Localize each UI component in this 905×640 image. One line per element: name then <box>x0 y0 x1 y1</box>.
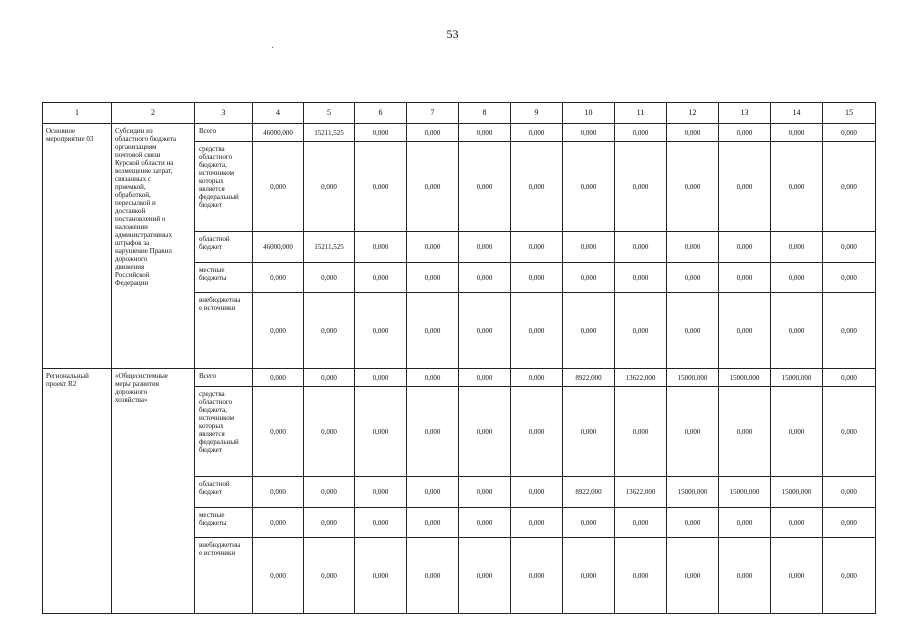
column-header-6: 6 <box>355 103 407 124</box>
value-cell-col-7: 0,000 <box>407 387 459 477</box>
column-header-5: 5 <box>304 103 355 124</box>
funding-source: внебюджетны е источники <box>195 538 253 614</box>
value-cell-col-4: 0,000 <box>253 263 304 293</box>
value-cell-col-10: 0,000 <box>563 124 615 142</box>
funding-source: Всего <box>195 369 253 387</box>
value-cell-col-7: 0,000 <box>407 142 459 232</box>
value-cell-col-5: 0,000 <box>304 508 355 538</box>
value-cell-col-14: 0,000 <box>771 387 823 477</box>
value-cell-col-9: 0,000 <box>511 477 563 508</box>
value-cell-col-12: 0,000 <box>667 232 719 263</box>
column-header-10: 10 <box>563 103 615 124</box>
value-cell-col-4: 46000,000 <box>253 124 304 142</box>
value-cell-col-12: 0,000 <box>667 508 719 538</box>
value-cell-col-6: 0,000 <box>355 232 407 263</box>
value-cell-col-9: 0,000 <box>511 293 563 369</box>
value-cell-col-8: 0,000 <box>459 508 511 538</box>
column-header-13: 13 <box>719 103 771 124</box>
value-cell-col-14: 0,000 <box>771 142 823 232</box>
value-cell-col-4: 0,000 <box>253 369 304 387</box>
funding-source: областной бюджет <box>195 477 253 508</box>
value-cell-col-7: 0,000 <box>407 369 459 387</box>
value-cell-col-5: 0,000 <box>304 538 355 614</box>
value-cell-col-15: 0,000 <box>823 142 876 232</box>
value-cell-col-11: 13622,000 <box>615 477 667 508</box>
funding-source: средства областного бюджета, источником которых является федеральный бюджет <box>195 142 253 232</box>
funding-source: Всего <box>195 124 253 142</box>
value-cell-col-8: 0,000 <box>459 263 511 293</box>
value-cell-col-6: 0,000 <box>355 387 407 477</box>
value-cell-col-12: 0,000 <box>667 538 719 614</box>
value-cell-col-15: 0,000 <box>823 124 876 142</box>
value-cell-col-14: 15000,000 <box>771 369 823 387</box>
column-header-15: 15 <box>823 103 876 124</box>
value-cell-col-15: 0,000 <box>823 232 876 263</box>
column-header-8: 8 <box>459 103 511 124</box>
value-cell-col-6: 0,000 <box>355 477 407 508</box>
value-cell-col-14: 0,000 <box>771 232 823 263</box>
value-cell-col-5: 0,000 <box>304 263 355 293</box>
value-cell-col-14: 0,000 <box>771 263 823 293</box>
page-number: 53 <box>446 27 459 41</box>
value-cell-col-6: 0,000 <box>355 369 407 387</box>
value-cell-col-6: 0,000 <box>355 538 407 614</box>
value-cell-col-9: 0,000 <box>511 387 563 477</box>
column-header-2: 2 <box>112 103 195 124</box>
value-cell-col-4: 0,000 <box>253 508 304 538</box>
value-cell-col-14: 15000,000 <box>771 477 823 508</box>
value-cell-col-10: 0,000 <box>563 142 615 232</box>
value-cell-col-8: 0,000 <box>459 124 511 142</box>
value-cell-col-8: 0,000 <box>459 293 511 369</box>
value-cell-col-13: 0,000 <box>719 142 771 232</box>
value-cell-col-11: 0,000 <box>615 124 667 142</box>
value-cell-col-4: 46000,000 <box>253 232 304 263</box>
value-cell-col-8: 0,000 <box>459 538 511 614</box>
value-cell-col-7: 0,000 <box>407 263 459 293</box>
value-cell-col-11: 0,000 <box>615 232 667 263</box>
value-cell-col-15: 0,000 <box>823 538 876 614</box>
value-cell-col-5: 0,000 <box>304 477 355 508</box>
value-cell-col-15: 0,000 <box>823 477 876 508</box>
funding-source: местные бюджеты <box>195 263 253 293</box>
value-cell-col-12: 0,000 <box>667 142 719 232</box>
measure-name: Региональный проект R2 <box>43 369 112 614</box>
funding-source: средства областного бюджета, источником которых является федеральный бюджет <box>195 387 253 477</box>
value-cell-col-15: 0,000 <box>823 263 876 293</box>
value-cell-col-14: 0,000 <box>771 538 823 614</box>
column-header-9: 9 <box>511 103 563 124</box>
value-cell-col-7: 0,000 <box>407 293 459 369</box>
value-cell-col-5: 0,000 <box>304 369 355 387</box>
value-cell-col-11: 0,000 <box>615 293 667 369</box>
value-cell-col-10: 0,000 <box>563 508 615 538</box>
measure-description: «Общесистемные меры развития дорожного хозяйства» <box>112 369 195 614</box>
column-header-11: 11 <box>615 103 667 124</box>
value-cell-col-8: 0,000 <box>459 369 511 387</box>
value-cell-col-8: 0,000 <box>459 387 511 477</box>
value-cell-col-12: 15000,000 <box>667 477 719 508</box>
value-cell-col-7: 0,000 <box>407 508 459 538</box>
value-cell-col-14: 0,000 <box>771 508 823 538</box>
value-cell-col-7: 0,000 <box>407 232 459 263</box>
value-cell-col-7: 0,000 <box>407 124 459 142</box>
value-cell-col-10: 0,000 <box>563 293 615 369</box>
value-cell-col-9: 0,000 <box>511 263 563 293</box>
value-cell-col-4: 0,000 <box>253 477 304 508</box>
value-cell-col-9: 0,000 <box>511 232 563 263</box>
measure-name: Основное мероприятие 03 <box>43 124 112 369</box>
value-cell-col-13: 0,000 <box>719 508 771 538</box>
value-cell-col-13: 0,000 <box>719 293 771 369</box>
value-cell-col-11: 0,000 <box>615 538 667 614</box>
funding-source: внебюджетны е источники <box>195 293 253 369</box>
table-row <box>43 369 876 387</box>
value-cell-col-13: 0,000 <box>719 263 771 293</box>
value-cell-col-4: 0,000 <box>253 538 304 614</box>
value-cell-col-10: 8922,000 <box>563 477 615 508</box>
value-cell-col-9: 0,000 <box>511 538 563 614</box>
scan-speck <box>272 47 273 48</box>
column-header-7: 7 <box>407 103 459 124</box>
value-cell-col-13: 0,000 <box>719 232 771 263</box>
value-cell-col-13: 0,000 <box>719 538 771 614</box>
table-body <box>43 124 876 614</box>
value-cell-col-8: 0,000 <box>459 142 511 232</box>
value-cell-col-10: 8922,000 <box>563 369 615 387</box>
value-cell-col-14: 0,000 <box>771 124 823 142</box>
value-cell-col-10: 0,000 <box>563 232 615 263</box>
value-cell-col-10: 0,000 <box>563 387 615 477</box>
funding-source: областной бюджет <box>195 232 253 263</box>
value-cell-col-6: 0,000 <box>355 263 407 293</box>
value-cell-col-15: 0,000 <box>823 387 876 477</box>
value-cell-col-11: 0,000 <box>615 263 667 293</box>
value-cell-col-12: 0,000 <box>667 124 719 142</box>
value-cell-col-15: 0,000 <box>823 293 876 369</box>
measure-description: Субсидии из областного бюджета организациям почтовой связи Курской области на возмещение затрат, связанных с приемкой, обработкой, пересылкой и доставкой постановлений о наложении административных штрафов за нарушение Правил дорожного движения Российской Федерации <box>112 124 195 369</box>
column-header-14: 14 <box>771 103 823 124</box>
value-cell-col-6: 0,000 <box>355 508 407 538</box>
value-cell-col-4: 0,000 <box>253 387 304 477</box>
column-header-12: 12 <box>667 103 719 124</box>
value-cell-col-9: 0,000 <box>511 508 563 538</box>
value-cell-col-5: 0,000 <box>304 293 355 369</box>
value-cell-col-5: 15211,525 <box>304 232 355 263</box>
value-cell-col-14: 0,000 <box>771 293 823 369</box>
value-cell-col-4: 0,000 <box>253 142 304 232</box>
value-cell-col-6: 0,000 <box>355 293 407 369</box>
value-cell-col-9: 0,000 <box>511 369 563 387</box>
value-cell-col-5: 0,000 <box>304 142 355 232</box>
table-row <box>43 124 876 142</box>
value-cell-col-10: 0,000 <box>563 263 615 293</box>
value-cell-col-6: 0,000 <box>355 124 407 142</box>
value-cell-col-9: 0,000 <box>511 142 563 232</box>
value-cell-col-13: 0,000 <box>719 124 771 142</box>
value-cell-col-12: 0,000 <box>667 387 719 477</box>
value-cell-col-13: 15000,000 <box>719 369 771 387</box>
value-cell-col-13: 15000,000 <box>719 477 771 508</box>
value-cell-col-10: 0,000 <box>563 538 615 614</box>
value-cell-col-15: 0,000 <box>823 508 876 538</box>
value-cell-col-11: 0,000 <box>615 508 667 538</box>
column-header-3: 3 <box>195 103 253 124</box>
value-cell-col-4: 0,000 <box>253 293 304 369</box>
column-header-4: 4 <box>253 103 304 124</box>
value-cell-col-5: 15211,525 <box>304 124 355 142</box>
value-cell-col-11: 13622,000 <box>615 369 667 387</box>
value-cell-col-12: 0,000 <box>667 263 719 293</box>
value-cell-col-15: 0,000 <box>823 369 876 387</box>
value-cell-col-8: 0,000 <box>459 477 511 508</box>
value-cell-col-7: 0,000 <box>407 477 459 508</box>
budget-table <box>42 102 876 614</box>
value-cell-col-6: 0,000 <box>355 142 407 232</box>
value-cell-col-12: 0,000 <box>667 293 719 369</box>
value-cell-col-5: 0,000 <box>304 387 355 477</box>
value-cell-col-12: 15000,000 <box>667 369 719 387</box>
value-cell-col-11: 0,000 <box>615 142 667 232</box>
value-cell-col-8: 0,000 <box>459 232 511 263</box>
funding-source: местные бюджеты <box>195 508 253 538</box>
column-header-1: 1 <box>43 103 112 124</box>
value-cell-col-13: 0,000 <box>719 387 771 477</box>
value-cell-col-9: 0,000 <box>511 124 563 142</box>
value-cell-col-11: 0,000 <box>615 387 667 477</box>
header-row <box>43 103 876 124</box>
value-cell-col-7: 0,000 <box>407 538 459 614</box>
